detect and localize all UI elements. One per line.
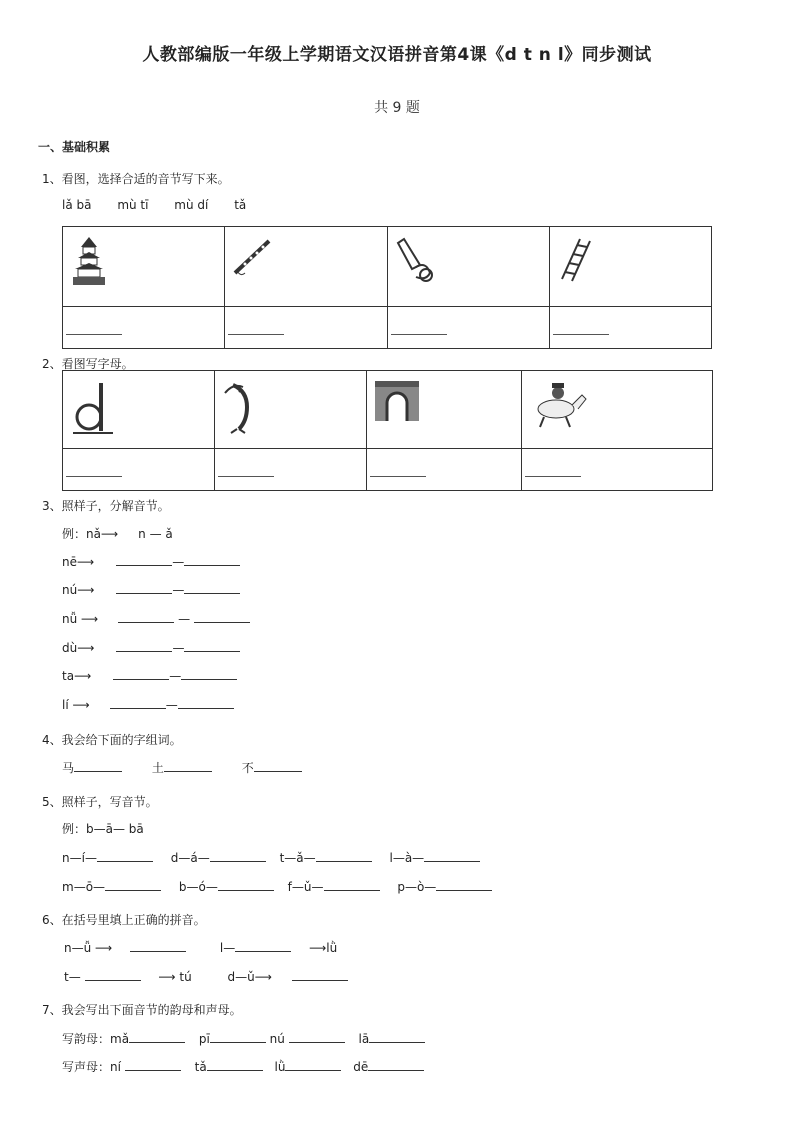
gate-picture	[373, 379, 421, 423]
q6-row: n—ǚ ⟶ l— ⟶lǜ	[64, 941, 338, 955]
question-4-label: 4、我会给下面的字组词。	[42, 733, 182, 747]
q3-item: nú⟶ —	[62, 582, 240, 597]
horse-rider-picture	[528, 379, 592, 429]
q6-row: t— ⟶ tú d—ǔ⟶	[64, 969, 348, 984]
q1-picture-cell	[63, 227, 225, 307]
pagoda-icon	[69, 235, 109, 287]
q4-row: 马 土 不	[62, 759, 302, 776]
q7-row: 写声母：ní tǎ lǜ dē	[62, 1058, 424, 1075]
answer-cell[interactable]	[387, 307, 549, 349]
q7-row: 写韵母：mǎ pī nú lā	[62, 1030, 425, 1047]
q2-picture-cell	[367, 371, 522, 449]
fish-picture	[221, 379, 261, 435]
question-1-table	[62, 226, 712, 349]
answer-cell[interactable]	[549, 307, 711, 349]
trumpet-icon	[394, 235, 440, 285]
question-5-label: 5、照样子，写音节。	[42, 795, 158, 809]
option-2: mù tī	[117, 198, 149, 212]
ladder-icon	[556, 235, 596, 283]
option-4: tǎ	[234, 198, 247, 212]
q5-example: 例：b—ā— bā	[62, 822, 144, 836]
q5-row: m—ō— b—ó— f—ǔ— p—ò—	[62, 879, 492, 894]
q2-picture-cell	[522, 371, 713, 449]
question-1-label: 1、看图，选择合适的音节写下来。	[42, 172, 230, 186]
question-count: 共 9 题	[374, 100, 420, 116]
section-heading: 一、基础积累	[38, 140, 111, 154]
page-title: 人教部编版一年级上学期语文汉语拼音第4课《d t n l》同步测试	[142, 45, 652, 65]
q2-picture-cell	[215, 371, 367, 449]
q1-picture-cell	[387, 227, 549, 307]
q1-picture-cell	[549, 227, 711, 307]
answer-cell[interactable]	[367, 449, 522, 491]
q3-item: lí ⟶ —	[62, 697, 234, 712]
letter-d-picture	[69, 379, 117, 435]
question-7-label: 7、我会写出下面音节的韵母和声母。	[42, 1003, 242, 1017]
answer-cell[interactable]	[63, 307, 225, 349]
flute-icon	[231, 235, 275, 279]
q3-item: nē⟶ —	[62, 554, 240, 569]
question-2-table	[62, 370, 713, 491]
q3-example: 例：nǎ⟶ n — ǎ	[62, 527, 173, 541]
q2-picture-cell	[63, 371, 215, 449]
answer-cell[interactable]	[63, 449, 215, 491]
q1-picture-cell	[225, 227, 387, 307]
question-3-label: 3、照样子，分解音节。	[42, 499, 170, 513]
option-1: lǎ bā	[62, 198, 92, 212]
question-1-options	[62, 198, 246, 212]
answer-cell[interactable]	[225, 307, 387, 349]
option-3: mù dí	[174, 198, 209, 212]
q3-item: dù⟶ —	[62, 640, 240, 655]
question-6-label: 6、在括号里填上正确的拼音。	[42, 913, 206, 927]
q5-row: n—í— d—á— t—ǎ— l—à—	[62, 850, 480, 865]
q3-item: nǚ ⟶ —	[62, 611, 250, 626]
q3-item: ta⟶ —	[62, 668, 237, 683]
answer-cell[interactable]	[215, 449, 367, 491]
answer-cell[interactable]	[522, 449, 713, 491]
question-2-label: 2、看图写字母。	[42, 357, 134, 371]
